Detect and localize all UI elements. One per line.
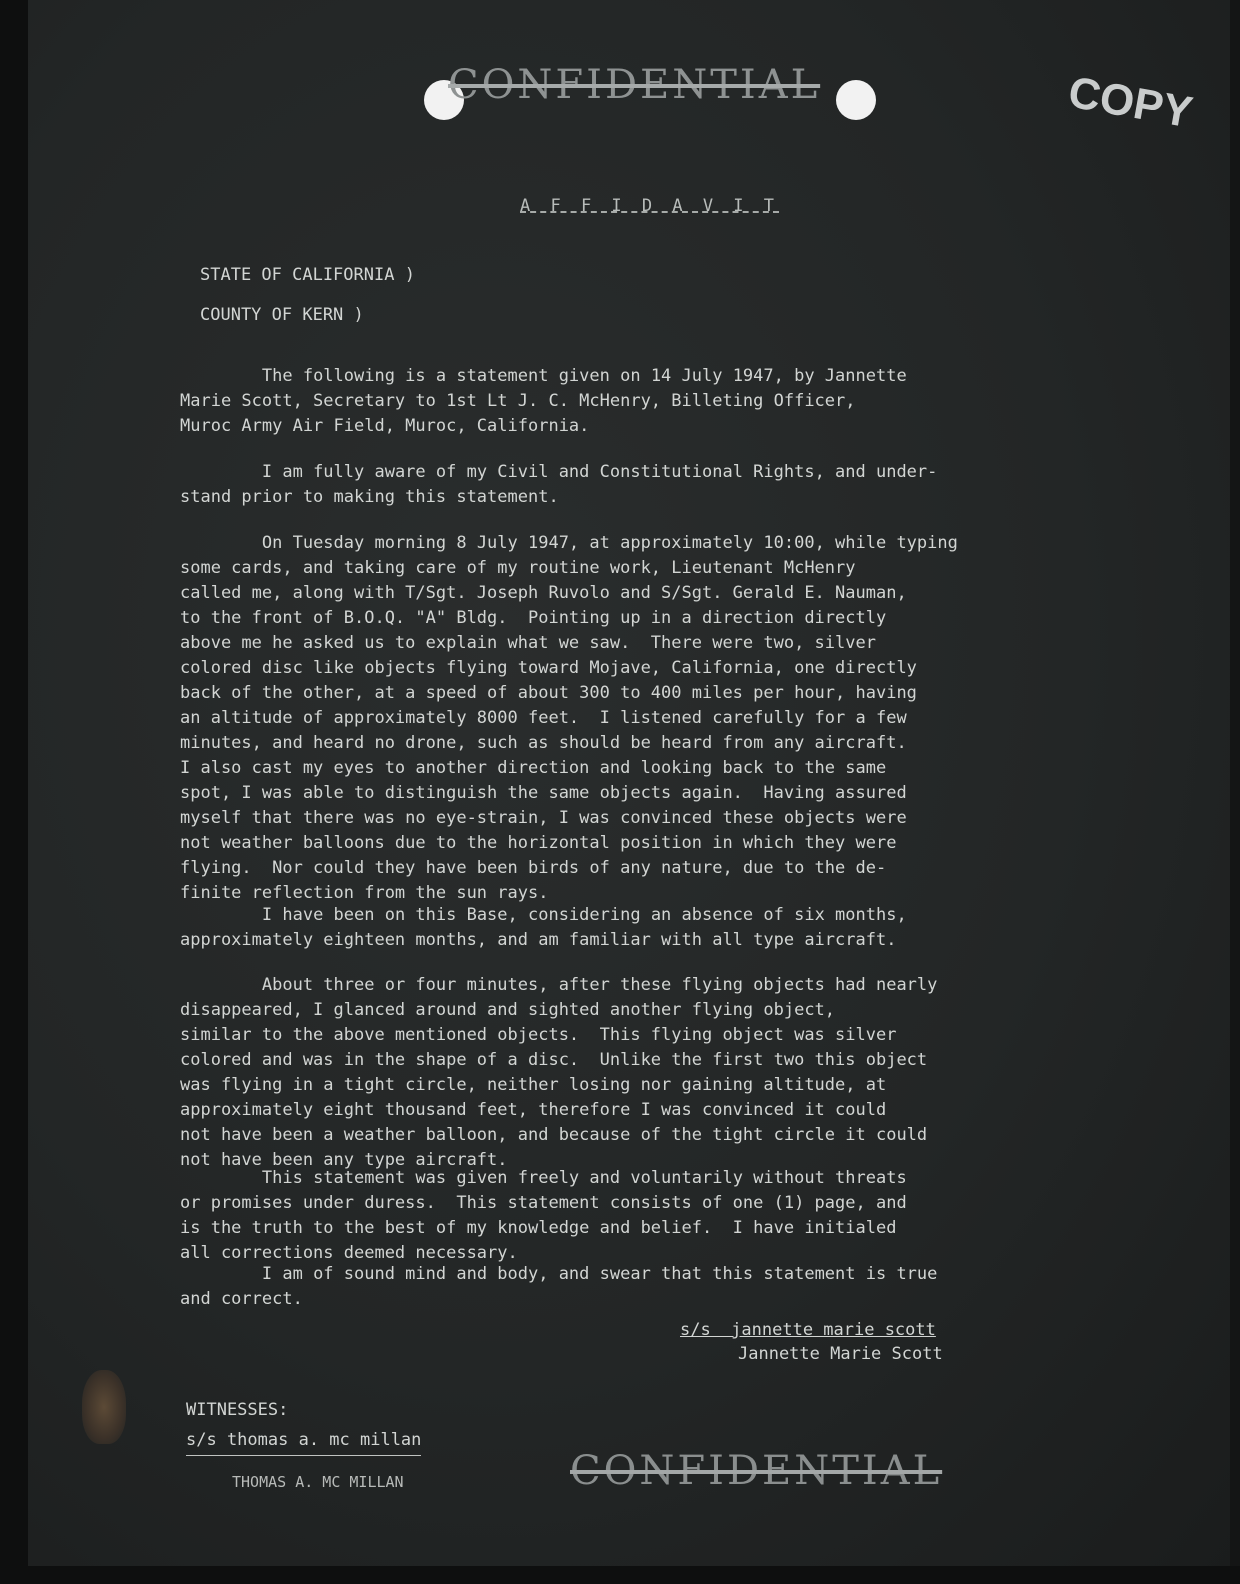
- paragraph-sighting: On Tuesday morning 8 July 1947, at approximately 10:00, while typing some cards, and taking care of my routine work, Lieutenant McHenry called me, along with T/Sgt. Joseph Ruvolo and S/Sgt. Gerald E. Nauman, to the front of B.O.Q. "A" Bldg. Pointing up in a direction directly above me he asked us to explain what we saw. There were two, silver colored disc like objects flying toward Mojave, California, one directly back of the other, at a speed of about 300 to 400 miles per hour, having an altitude of approximately 8000 feet. I listened carefully for a few minutes, and heard no drone, such as should be heard from any aircraft. I also cast my eyes to another direction and looking back to the same spot, I was able to distinguish the same objects again. Having assured myself that there was no eye-strain, I was convinced these objects were not weather balloons due to the horizontal position in which they were flying. Nor could they have been birds of any nature, due to the de- finite reflection from the sun rays.: [180, 533, 958, 903]
- affiant-signature-block: [680, 1318, 943, 1364]
- paragraph-rights: I am fully aware of my Civil and Constitutional Rights, and under- stand prior to making this statement.: [180, 462, 938, 507]
- document-title: A F F I D A V I T: [520, 196, 779, 216]
- affiant-signature: s/s jannette marie scott: [680, 1320, 936, 1340]
- paragraph-experience: I have been on this Base, considering an absence of six months, approximately eighteen months, and am familiar with all type aircraft.: [180, 905, 907, 950]
- witness-signature: s/s thomas a. mc millan: [186, 1428, 421, 1456]
- paragraph-second-object: About three or four minutes, after these flying objects had nearly disappeared, I glanced around and sighted another flying object, similar to the above mentioned objects. This flying object was silver colored and was in the shape of a disc. Unlike the first two this object was flying in a tight circle, neither losing nor gaining altitude, at approximately eight thousand feet, therefore I was convinced it could not have been a weather balloon, and because of the tight circle it could not have been any type aircraft.: [180, 975, 938, 1170]
- punch-hole-right: [836, 80, 876, 120]
- thumbprint-smudge: [82, 1370, 126, 1444]
- paragraph-voluntary: This statement was given freely and voluntarily without threats or promises under duress. This statement consists of one (1) page, and is the truth to the best of my knowledge and belief. I have initialed all corrections deemed necessary.: [180, 1168, 907, 1263]
- confidential-stamp-bottom: CONFIDENTIAL: [570, 1448, 943, 1494]
- confidential-stamp-top: CONFIDENTIAL: [448, 62, 821, 108]
- venue-state: STATE OF CALIFORNIA ): [200, 265, 415, 285]
- paragraph-oath: I am of sound mind and body, and swear that this statement is true and correct.: [180, 1264, 938, 1309]
- paragraph-intro: The following is a statement given on 14 July 1947, by Jannette Marie Scott, Secretary to 1st Lt J. C. McHenry, Billeting Officer, Muroc Army Air Field, Muroc, California.: [180, 366, 907, 436]
- witness-name: THOMAS A. MC MILLAN: [232, 1473, 404, 1491]
- affiant-name: Jannette Marie Scott: [738, 1344, 943, 1364]
- witnesses-heading: WITNESSES:: [186, 1400, 289, 1420]
- scan-edge-left: [0, 0, 28, 1584]
- scan-edge-bottom: [0, 1566, 1240, 1584]
- scan-edge-right: [1230, 0, 1240, 1584]
- copy-mark: COPY: [1064, 67, 1197, 138]
- venue-county: COUNTY OF KERN ): [200, 305, 364, 325]
